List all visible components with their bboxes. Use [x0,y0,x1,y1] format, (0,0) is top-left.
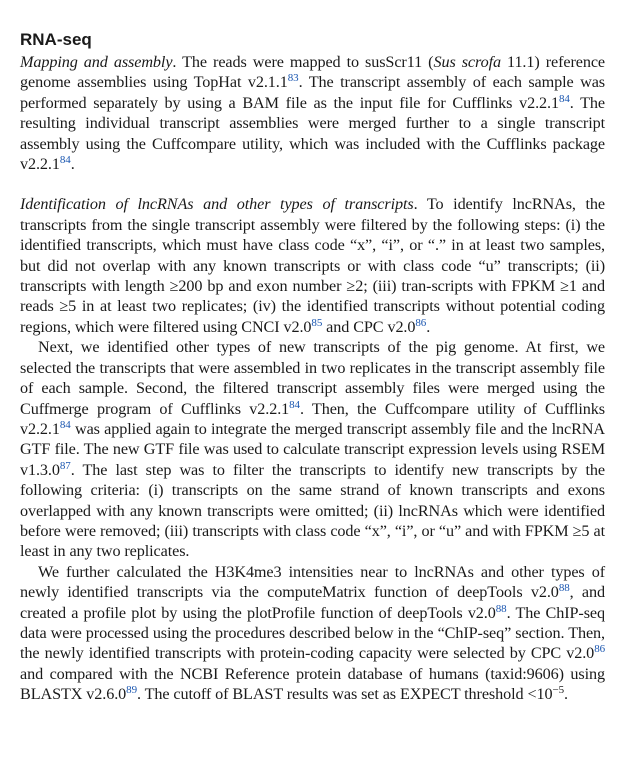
section-heading: RNA-seq [20,30,92,49]
body-text: . The reads were mapped to susScr11 ( [172,53,434,71]
body-text: . The ChIP-seq data were processed using the procedures described below in the “ChIP-seq” section. Then, the newly identified transcripts with protein-coding capacity were selected by CPC v2.0 [20,603,605,663]
body-text: . To identify lncRNAs, the transcripts from the single transcript assembly were filtered by the following steps: (i) the identified transcripts, which must have class code “x”, “i”, or “.” in at least two samples, but did not overlap with any known transcripts or with class code “u” transcripts; (ii) transcripts with length ≥200 bp and exon number ≥2; (iii) tran-scripts with FPKM ≥1 and reads ≥5 in at least two replicates; (iv) the identified transcripts without potential coding regions, which were filtered using CNCI v2.0 [20,195,605,336]
paragraph-new-transcripts [20,337,605,561]
paragraph-h3k4me3 [20,562,605,705]
article-section [20,30,605,705]
reference-link[interactable]: 86 [415,316,427,329]
body-text: . Then, the Cuffcompare utility of Cufflinks v2.2.1 [20,399,605,438]
body-text: . The cutoff of BLAST results was set as EXPECT threshold <10 [136,685,553,704]
reference-link[interactable]: 85 [311,316,323,329]
body-text: Next, we identified other types of new transcripts of the pig genome. At first, we selected the transcripts that were assembled in two replicates in the transcript assembly file of each sample. Second, the filtered transcript assembly files were merged using the Cuffmerge program of Cufflinks v2.2.1 [20,338,605,418]
reference-link[interactable]: 86 [594,643,605,656]
species-name: Sus scrofa [433,53,501,71]
body-text: . [563,685,568,704]
reference-link[interactable]: 88 [495,602,507,615]
paragraph-mapping-assembly [20,52,605,174]
body-text: . The transcript assembly of each sample was performed separately by using a BAM file as the input file for Cufflinks v2.2.1 [20,73,605,112]
body-text: and CPC v2.0 [322,317,416,336]
body-text: We further calculated the H3K4me3 intensities near to lncRNAs and other types of newly identified transcripts via the computeMatrix function of deepTools v2.0 [20,562,605,602]
reference-link[interactable]: 84 [289,398,300,411]
paragraph-lead-title: Identification of lncRNAs and other types of transcripts [20,195,414,214]
body-text: , and created a profile plot by using the plotProfile function of deepTools v2.0 [20,583,605,622]
body-text: . [70,155,75,174]
reference-link[interactable]: 84 [59,153,71,166]
reference-link[interactable]: 84 [59,418,71,431]
body-text: . The resulting individual transcript assemblies were merged further to a single transcript assembly using the Cuffcompare utility, which was included with the Cufflinks package v2.2.1 [20,93,606,174]
body-text: and compared with the NCBI Reference protein database of humans (taxid:9606) using BLASTX v2.6.0 [20,664,605,704]
reference-link[interactable]: 87 [59,459,71,472]
reference-link[interactable]: 83 [287,72,299,85]
paragraph-lead-title: Mapping and assembly [20,53,173,71]
paragraph-lncrna-identification [20,194,605,337]
body-text: . [426,317,431,336]
body-text: 11.1) reference genome assemblies using TopHat v2.1.1 [20,53,606,92]
reference-link[interactable]: 89 [126,684,137,697]
reference-link[interactable]: 84 [558,92,570,105]
body-text: . The last step was to filter the transcripts to identify new transcripts by the following criteria: (i) transcripts on the same strand of known transcripts and exons overlapped with any known transcripts were omitted; (ii) lncRNAs which were identified before were removed; (iii) transcripts with class code “x”, “i”, or “u” and with FPKM ≥5 at least in any two replicates. [20,460,605,561]
exponent: −5 [552,684,564,697]
reference-link[interactable]: 88 [558,582,570,595]
body-text: was applied again to integrate the merged transcript assembly file and the lncRNA GTF file. The new GTF file was used to calculate transcript expression levels using RSEM v1.3.0 [20,419,605,479]
